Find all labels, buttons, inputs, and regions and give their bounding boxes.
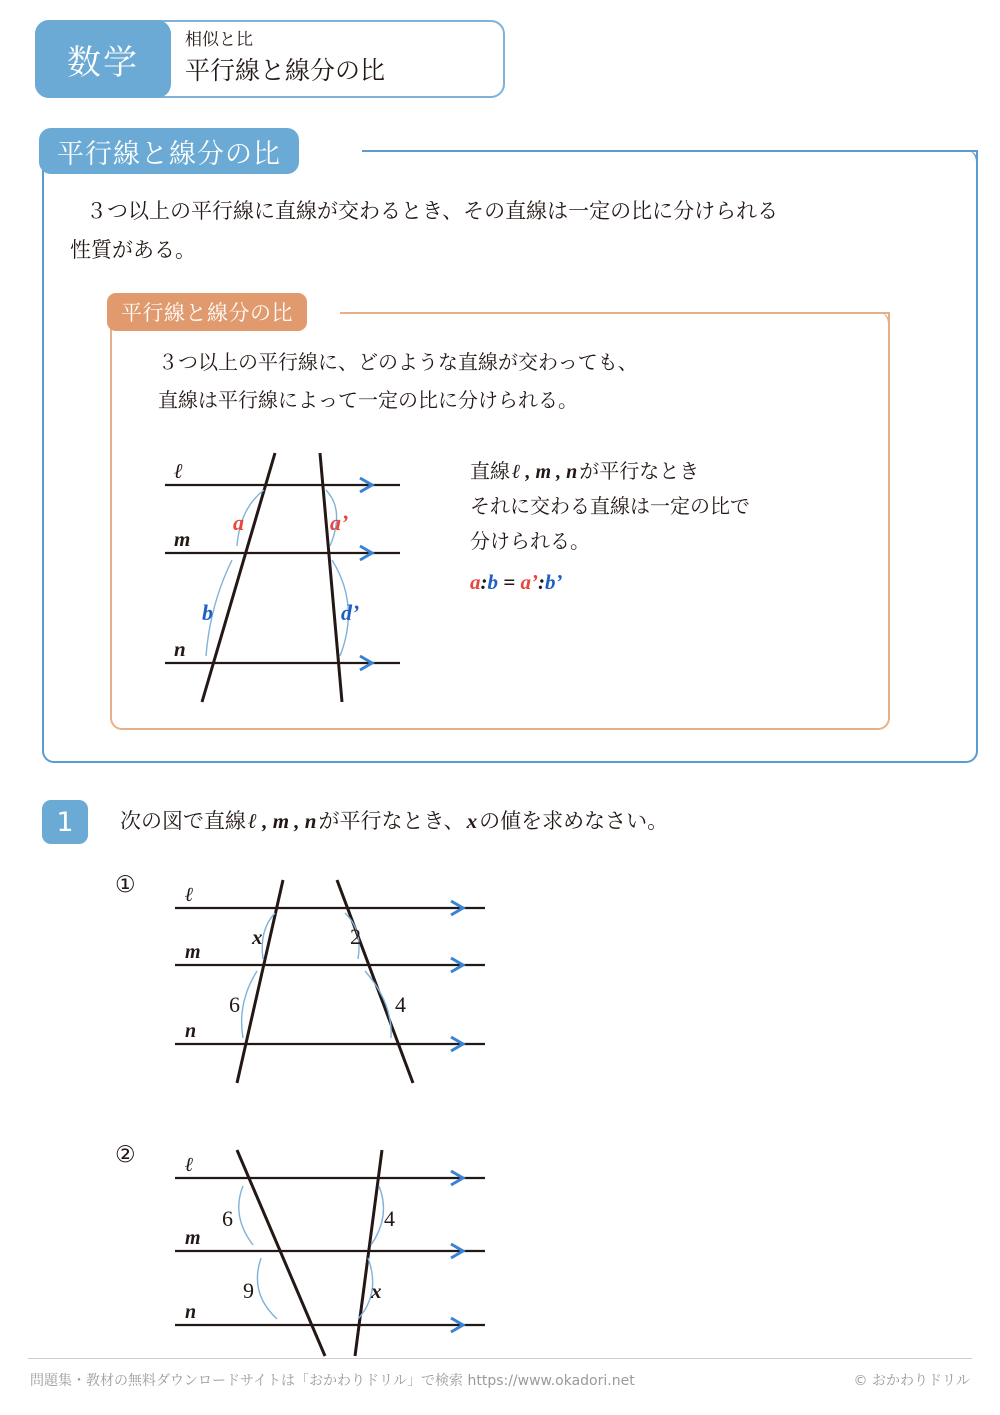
concept-diagram bbox=[160, 440, 410, 715]
transversal-right bbox=[320, 453, 342, 702]
label-segment-b: b bbox=[202, 600, 213, 625]
unit-label: 相似と比 bbox=[185, 30, 253, 50]
label-line-l: ℓ bbox=[174, 459, 183, 483]
prompt-line-vars: ℓ , m , n bbox=[248, 809, 317, 833]
p1-label-segment-bottom-left: 6 bbox=[229, 992, 240, 1017]
p2-measure-arc-9 bbox=[257, 1258, 277, 1319]
rule-box-tab bbox=[107, 293, 307, 331]
explain-line1-vars: ℓ , m , n bbox=[512, 461, 578, 483]
ratio-colon-2: : bbox=[537, 570, 545, 594]
ratio-b-prime: b’ bbox=[544, 570, 563, 594]
question-number-badge bbox=[42, 800, 88, 844]
label-segment-a-prime: a’ bbox=[330, 510, 349, 535]
p1-label-segment-top-right: 2 bbox=[350, 924, 361, 949]
label-segment-d-prime: d’ bbox=[341, 600, 360, 625]
footer-site-info: 問題集・教材の無料ダウンロードサイトは「おかわりドリル」で検索 https://www.okadori.net bbox=[30, 1373, 635, 1389]
p2-label-segment-top-right: 4 bbox=[384, 1206, 395, 1231]
section-body-line1: ３つ以上の平行線に直線が交わるとき、その直線は一定の比に分けられる bbox=[86, 199, 779, 223]
p1-label-segment-bottom-right: 4 bbox=[395, 992, 406, 1017]
rule-box-top-right-stub bbox=[888, 312, 890, 326]
label-line-n: n bbox=[174, 637, 186, 661]
subject-badge bbox=[35, 20, 171, 98]
ratio-equals: = bbox=[503, 570, 516, 594]
ratio-formula bbox=[470, 564, 890, 601]
problem-2-diagram bbox=[165, 1138, 495, 1368]
p1-label-line-n: n bbox=[185, 1020, 197, 1042]
ratio-a: a bbox=[470, 570, 481, 594]
p1-label-line-m: m bbox=[185, 941, 201, 963]
section-tab-label: 平行線と線分の比 bbox=[57, 138, 281, 170]
ratio-colon-1: : bbox=[480, 570, 488, 594]
p2-label-segment-bottom-right: x bbox=[371, 1279, 382, 1303]
question-number-label: 1 bbox=[56, 806, 74, 838]
explain-line2: それに交わる直線は一定の比で bbox=[470, 496, 750, 518]
p2-label-segment-top-left: 6 bbox=[222, 1206, 233, 1231]
prompt-mid: が平行なとき、 bbox=[318, 809, 465, 833]
explain-line1-post: が平行なとき bbox=[579, 461, 700, 483]
p2-label-line-m: m bbox=[185, 1227, 201, 1249]
subject-label: 数学 bbox=[67, 42, 139, 83]
ratio-b: b bbox=[487, 570, 498, 594]
item-marker-2: ② bbox=[115, 1142, 136, 1168]
p2-label-line-l: ℓ bbox=[185, 1154, 194, 1176]
explain-line1 bbox=[470, 455, 890, 490]
footer-divider bbox=[28, 1358, 972, 1359]
p1-transversal-right bbox=[337, 880, 413, 1083]
section-top-right-stub bbox=[976, 150, 978, 164]
section-body bbox=[70, 192, 950, 270]
rule-line1: ３つ以上の平行線に、どのような直線が交わっても、 bbox=[158, 352, 638, 374]
header-text-group bbox=[185, 28, 495, 87]
explain-line1-pre: 直線 bbox=[470, 461, 510, 483]
p1-label-line-l: ℓ bbox=[185, 884, 194, 906]
item-marker-1: ① bbox=[115, 872, 136, 898]
p2-label-line-n: n bbox=[185, 1301, 197, 1323]
section-top-rule bbox=[362, 150, 978, 152]
question-prompt bbox=[120, 805, 668, 835]
prompt-x: x bbox=[466, 809, 478, 833]
rule-box-top-rule bbox=[340, 312, 890, 314]
p1-measure-arc-4 bbox=[365, 971, 391, 1038]
label-line-m: m bbox=[174, 527, 191, 551]
explain-line3: 分けられる。 bbox=[470, 531, 590, 553]
section-tab bbox=[39, 128, 299, 174]
ratio-a-prime: a’ bbox=[520, 570, 538, 594]
p2-label-segment-bottom-left: 9 bbox=[243, 1278, 254, 1303]
prompt-pre: 次の図で直線 bbox=[120, 809, 246, 833]
label-segment-a: a bbox=[233, 510, 244, 535]
rule-box-body bbox=[158, 344, 858, 420]
p1-label-segment-top-left: x bbox=[252, 925, 263, 949]
footer-copyright: © おかわりドリル bbox=[853, 1373, 970, 1389]
rule-line2: 直線は平行線によって一定の比に分けられる。 bbox=[158, 390, 578, 412]
rule-box-tab-label: 平行線と線分の比 bbox=[121, 301, 293, 325]
problem-1-diagram bbox=[165, 868, 495, 1098]
prompt-post: の値を求めなさい。 bbox=[479, 809, 669, 833]
section-body-line2: 性質がある。 bbox=[70, 237, 196, 262]
p1-transversal-left bbox=[237, 880, 283, 1083]
page-title: 平行線と線分の比 bbox=[185, 55, 386, 85]
rule-explanation bbox=[470, 455, 890, 601]
p2-measure-arc-6 bbox=[239, 1186, 253, 1245]
page-header bbox=[35, 20, 505, 98]
